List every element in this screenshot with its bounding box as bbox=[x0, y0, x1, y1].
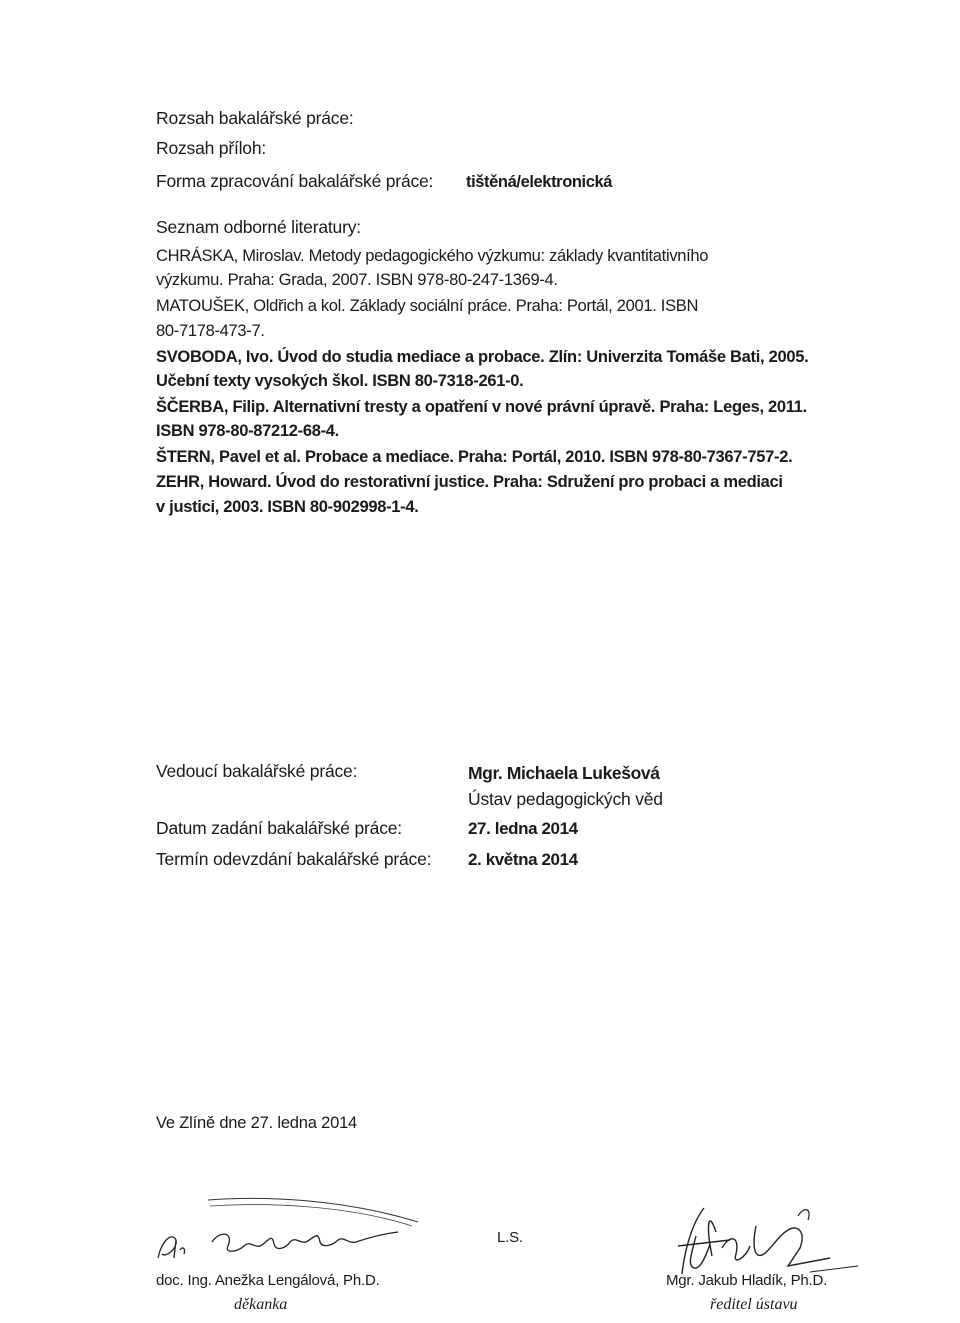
place-date: Ve Zlíně dne 27. ledna 2014 bbox=[156, 1114, 358, 1132]
signature-left-icon bbox=[150, 1192, 430, 1272]
reference-line: CHRÁSKA, Miroslav. Metody pedagogického výzkumu: základy kvantitativního bbox=[156, 247, 709, 265]
reference-line: Učební texty vysokých škol. ISBN 80-7318-261-0. bbox=[156, 372, 524, 390]
seal-label: L.S. bbox=[497, 1229, 523, 1246]
reference-line: v justici, 2003. ISBN 80-902998-1-4. bbox=[156, 498, 419, 516]
reference-line: ŠČERBA, Filip. Alternativní tresty a opatření v nové právní úpravě. Praha: Leges, 2011. bbox=[156, 398, 807, 416]
reference-line: ZEHR, Howard. Úvod do restorativní justice. Praha: Sdružení pro probaci a mediaci bbox=[156, 473, 783, 491]
vedouci-name: Mgr. Michaela Lukešová bbox=[468, 763, 660, 783]
datum-zadani-value: 27. ledna 2014 bbox=[468, 819, 578, 838]
rozsah-priloh-label: Rozsah příloh: bbox=[156, 138, 267, 158]
datum-zadani-label: Datum zadání bakalářské práce: bbox=[156, 818, 402, 838]
reference-line: MATOUŠEK, Oldřich a kol. Základy sociální práce. Praha: Portál, 2001. ISBN bbox=[156, 297, 699, 315]
reference-line: ISBN 978-80-87212-68-4. bbox=[156, 422, 339, 440]
seznam-literatury-label: Seznam odborné literatury: bbox=[156, 217, 361, 237]
vedouci-institute: Ústav pedagogických věd bbox=[468, 789, 663, 809]
reference-line: SVOBODA, Ivo. Úvod do studia mediace a probace. Zlín: Univerzita Tomáše Bati, 2005. bbox=[156, 348, 809, 366]
signature-right-icon bbox=[660, 1196, 860, 1278]
rozsah-prace-label: Rozsah bakalářské práce: bbox=[156, 108, 354, 128]
termin-odevzdani-label: Termín odevzdání bakalářské práce: bbox=[156, 849, 432, 869]
forma-value: tištěná/elektronická bbox=[466, 173, 613, 191]
signature-right-name: Mgr. Jakub Hladík, Ph.D. bbox=[666, 1272, 828, 1289]
reference-line: výzkumu. Praha: Grada, 2007. ISBN 978-80-247-1369-4. bbox=[156, 271, 558, 289]
reference-line: 80-7178-473-7. bbox=[156, 322, 265, 340]
signature-left-role: děkanka bbox=[234, 1296, 288, 1313]
termin-odevzdani-value: 2. května 2014 bbox=[468, 850, 578, 869]
vedouci-label: Vedoucí bakalářské práce: bbox=[156, 761, 358, 781]
signature-left-name: doc. Ing. Anežka Lengálová, Ph.D. bbox=[156, 1272, 380, 1289]
reference-line: ŠTERN, Pavel et al. Probace a mediace. Praha: Portál, 2010. ISBN 978-80-7367-757-2. bbox=[156, 448, 793, 466]
forma-label: Forma zpracování bakalářské práce: bbox=[156, 171, 434, 191]
signature-right-role: ředitel ústavu bbox=[710, 1296, 798, 1313]
